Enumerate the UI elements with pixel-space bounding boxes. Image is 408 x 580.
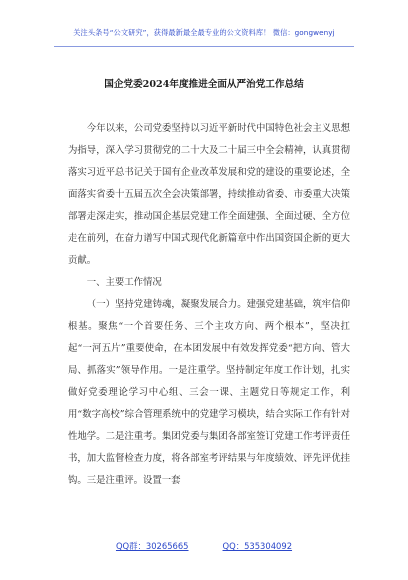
qq-group-link[interactable]: QQ群：30265665 <box>115 541 189 551</box>
header-divider <box>54 46 354 47</box>
intro-paragraph: 今年以来，公司党委坚持以习近平新时代中国特色社会主义思想为指导，深入学习贯彻党的二十大及二十届三中全会精神，认真贯彻落实习近平总书记关于国有企业改革发展和党的建设的重要论述，全面落实省委十五届五次全会决策部署，持续推动省委、市委重大决策部署走深走实，推动国企基层党建工作全面建强、全面过硬、全方位走在前列，在奋力谱写中国式现代化新篇章中作出国资国企新的更大贡献。 <box>68 123 350 266</box>
section-heading: 一、主要工作情况 <box>86 277 162 288</box>
qq-number-link[interactable]: QQ：535304092 <box>222 541 293 551</box>
document-title: 国企党委2024年度推进全面从严治党工作总结 <box>104 79 304 90</box>
header-banner: 关注头条号“公文研究”，获得最新最全最专业的公文资料库！ 微信：gongwenyj <box>73 28 335 37</box>
footer-contact <box>0 540 408 552</box>
section-paragraph: （一）坚持党建铸魂，凝聚发展合力。建强党建基础，筑牢信仰根基。聚焦“一个首要任务、三个主攻方向、两个根本”，坚决扛起“一河五片”重要使命，在本团发展中有效发挥党委“把方向、管大局、抓落实”领导作用。一是注重学。坚持制定年度工作计划，扎实做好党委理论学习中心组、三会一课、主题党日等规定工作，利用“数字高校”综合管理系统中的党建学习模块，结合实际工作有针对性地学。二是注重考。集团党委与集团各部室签订党建工作考评责任书，加大监督检查力度，将各部室考评结果与年度绩效、评先评优挂钩。三是注重评。设置一套 <box>68 299 350 486</box>
document-body <box>68 118 350 492</box>
